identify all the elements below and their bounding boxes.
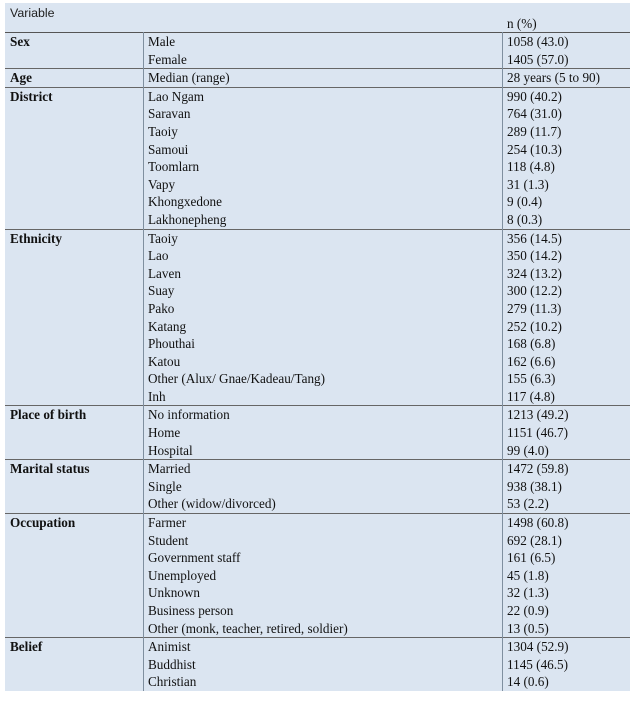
table-row [5, 230, 630, 248]
row-label: Other (widow/divorced) [148, 496, 276, 512]
row-value: 1213 (49.2) [507, 407, 569, 423]
row-value: 161 (6.5) [507, 550, 556, 566]
row-value: 14 (0.6) [507, 674, 549, 690]
group-name: Sex [10, 34, 30, 49]
column-divider [143, 32, 144, 691]
group-name: Age [10, 70, 32, 86]
row-value: 350 (14.2) [507, 248, 562, 264]
row-value: 28 years (5 to 90) [507, 70, 601, 86]
group-name: Ethnicity [10, 230, 63, 246]
row-value: 356 (14.5) [507, 230, 562, 246]
table-row [5, 656, 630, 674]
row-value: 938 (38.1) [507, 478, 562, 494]
table-row [5, 141, 630, 159]
table-group [5, 514, 630, 638]
table-group [5, 638, 630, 691]
table-row [5, 514, 630, 532]
row-value: 8 (0.3) [507, 211, 543, 227]
row-value: 279 (11.3) [507, 300, 562, 316]
table-row [5, 176, 630, 194]
row-value: 1498 (60.8) [507, 515, 569, 531]
row-value: 254 (10.3) [507, 141, 562, 157]
table-row [5, 335, 630, 353]
row-value: 99 (4.0) [507, 442, 549, 458]
row-value: 324 (13.2) [507, 265, 562, 281]
group-name: Marital status [10, 461, 90, 477]
row-label: Unknown [148, 585, 201, 601]
table-group [5, 406, 630, 460]
row-value: 31 (1.3) [507, 176, 549, 192]
table-row [5, 406, 630, 424]
table-row [5, 478, 630, 496]
row-label: Other (monk, teacher, retired, soldier) [148, 620, 348, 636]
table-row [5, 460, 630, 478]
demographics-table [5, 3, 630, 691]
row-label: Taoiy [148, 123, 178, 139]
table-row [5, 584, 630, 602]
row-label: Single [148, 478, 182, 494]
row-label: Animist [148, 639, 191, 655]
row-value: 32 (1.3) [507, 585, 549, 601]
row-label: Taoiy [148, 230, 178, 246]
table-group [5, 69, 630, 88]
table-row [5, 567, 630, 585]
table-row [5, 158, 630, 176]
row-value: 45 (1.8) [507, 567, 549, 583]
row-label: Christian [148, 674, 197, 690]
row-label: Student [148, 532, 189, 548]
table-group [5, 88, 630, 230]
row-value: 22 (0.9) [507, 603, 549, 618]
row-label: Median (range) [148, 70, 230, 86]
table-row [5, 620, 630, 638]
row-value: 289 (11.7) [507, 123, 562, 139]
table-row [5, 602, 630, 620]
row-value: 692 (28.1) [507, 532, 562, 548]
row-label: Phouthai [148, 336, 195, 352]
row-label: Lao [148, 248, 169, 264]
table-row [5, 33, 630, 51]
group-name: Place of birth [10, 407, 87, 423]
row-value: 764 (31.0) [507, 106, 562, 122]
row-value: 1405 (57.0) [507, 51, 569, 67]
table-group [5, 230, 630, 407]
row-label: Pako [148, 300, 175, 316]
row-value: 155 (6.3) [507, 371, 556, 387]
table-row [5, 370, 630, 388]
table-row [5, 282, 630, 300]
row-label: Laven [148, 265, 181, 281]
row-label: Buddhist [148, 656, 196, 672]
row-value: 252 (10.2) [507, 318, 562, 334]
row-label: Male [148, 34, 176, 49]
row-label: Home [148, 425, 181, 441]
table-row [5, 123, 630, 141]
group-name: Belief [10, 639, 43, 655]
table-row [5, 88, 630, 106]
row-value: 300 (12.2) [507, 283, 562, 299]
table-row [5, 265, 630, 283]
header-value: n (%) [507, 16, 537, 31]
row-label: Other (Alux/ Gnae/Kadeau/Tang) [148, 371, 326, 387]
table-row [5, 442, 630, 460]
row-label: Suay [148, 283, 175, 299]
row-label: Inh [148, 388, 166, 404]
table-row [5, 495, 630, 513]
row-value: 990 (40.2) [507, 88, 562, 104]
table-body [5, 33, 630, 691]
table-row [5, 300, 630, 318]
group-name: District [10, 88, 53, 104]
row-value: 1151 (46.7) [507, 425, 569, 441]
table-row [5, 211, 630, 229]
header-variable: Variable [10, 6, 55, 20]
row-value: 1145 (46.5) [507, 656, 569, 672]
table-row [5, 673, 630, 691]
row-label: Khongxedone [148, 194, 222, 210]
row-label: No information [148, 407, 230, 423]
table-row [5, 638, 630, 656]
row-label: Unemployed [148, 567, 217, 583]
row-value: 118 (4.8) [507, 159, 555, 175]
table-group [5, 460, 630, 514]
row-label: Business person [148, 603, 234, 618]
row-label: Lao Ngam [148, 88, 205, 104]
row-value: 9 (0.4) [507, 194, 543, 210]
table-row [5, 193, 630, 211]
row-label: Katou [148, 353, 181, 369]
table-row [5, 105, 630, 123]
row-value: 1304 (52.9) [507, 639, 569, 655]
row-value: 168 (6.8) [507, 336, 556, 352]
row-value: 117 (4.8) [507, 388, 555, 404]
row-label: Farmer [148, 515, 187, 531]
table-row [5, 353, 630, 371]
row-label: Vapy [148, 176, 176, 192]
row-value: 1472 (59.8) [507, 461, 569, 477]
row-label: Married [148, 461, 191, 477]
group-name: Occupation [10, 515, 76, 531]
row-value: 162 (6.6) [507, 353, 556, 369]
row-label: Government staff [148, 550, 241, 566]
row-value: 53 (2.2) [507, 496, 549, 512]
table-header [5, 3, 630, 33]
table-row [5, 69, 630, 87]
row-label: Female [148, 51, 187, 67]
table-row [5, 388, 630, 406]
column-divider [502, 32, 503, 691]
row-value: 13 (0.5) [507, 620, 549, 636]
row-label: Samoui [148, 141, 189, 157]
row-label: Katang [148, 318, 187, 334]
row-value: 1058 (43.0) [507, 34, 569, 49]
row-label: Lakhonepheng [148, 211, 227, 227]
row-label: Toomlarn [148, 159, 200, 175]
table-row [5, 549, 630, 567]
table-group [5, 33, 630, 69]
row-label: Saravan [148, 106, 191, 122]
table-row [5, 532, 630, 550]
row-label: Hospital [148, 442, 193, 458]
table-row [5, 51, 630, 69]
table-row [5, 424, 630, 442]
table-row [5, 318, 630, 336]
table-row [5, 247, 630, 265]
